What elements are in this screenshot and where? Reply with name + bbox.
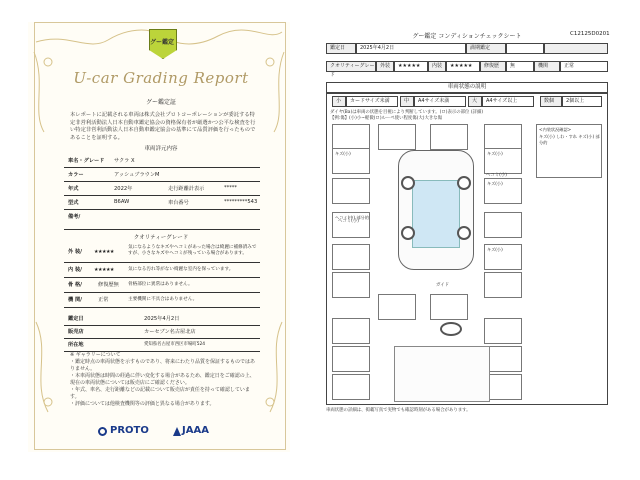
row-address: 所在地 愛知県名古屋市西区市場町524 xyxy=(64,339,260,352)
expiry-value xyxy=(506,43,544,54)
jaaa-logo: JAAA xyxy=(182,425,209,436)
panel-box xyxy=(332,124,370,150)
row-inspection-date: 鑑定日 2025年4月2日 xyxy=(64,313,260,326)
mech-label: 機関 xyxy=(534,61,560,72)
legend-notes: ダイヤ(Ba)は車両の状態を目視により判断しています。(ロ)表示の部位 (詳細) 【例:傷】(小)小~軽微(ロ)ルーペ使い程度傷(大)大きな傷 xyxy=(330,110,484,121)
quality-grade-title: クオリティーグレード xyxy=(133,235,189,241)
size-mid: 中 xyxy=(400,96,414,107)
goo-badge-text: グー鑑定 xyxy=(149,39,174,46)
interior-diagram xyxy=(394,346,490,402)
row-mechanical: 機 関/ 正常 主要機関に不具合はありません。 xyxy=(64,293,260,308)
panel-box xyxy=(484,318,522,344)
count-label: 数個 xyxy=(540,96,562,107)
wheel-icon xyxy=(401,176,415,190)
row-repair: 骨 格/ 修復歴無 骨格部位に異常はありません。 xyxy=(64,278,260,293)
date-value: 2025年4月2日 xyxy=(356,43,466,54)
wheel-icon xyxy=(457,226,471,240)
panel-box xyxy=(484,272,522,298)
row-model: 車名・グレード サクラ X xyxy=(64,155,260,168)
panel-box: ヘコミ(中) 部分的 xyxy=(332,212,370,238)
row-remarks: 備考/ xyxy=(64,211,260,230)
proto-logo-icon xyxy=(98,427,107,436)
panel-box xyxy=(378,294,416,320)
row-dealer: 販売店 カーセブン名古屋北店 xyxy=(64,326,260,339)
size-small: 小 xyxy=(332,96,346,107)
grade-label: クオリティーグレード xyxy=(326,61,376,72)
panel-box: キズ(小) xyxy=(484,244,522,270)
row-type: 型式 B6AW 車台番号 *********543 xyxy=(64,197,260,210)
size-small-desc: カードサイズ未満 xyxy=(346,96,398,107)
sheet-footer-note: 車両状態の詳細は、掲載写真で実物でも確認時刻がある場合があります。 xyxy=(326,408,471,413)
sheet-blank xyxy=(544,43,608,54)
note-item: ・年式、車名、走行距離などの記載について販売店が責任を持って確認しています。 xyxy=(70,387,250,400)
note-item: ・鑑定時点の車両状態を示すものであり、将来にわたり品質を保証するものではありません。 xyxy=(70,359,256,372)
int-stars: ★★★★★ xyxy=(446,61,480,72)
certificate-subtitle: グー鑑定証 xyxy=(145,99,176,106)
row-exterior: 外 装/ ★★★★★ 気になるようなキズやヘコミがあった場合は綺麗に補修済みですが、小さなキズやヘコミが残っている場合があります。 xyxy=(64,244,260,263)
certificate-paragraph: 本レポートに記載される車両は株式会社プロトコーポレーションが委託する特定非営利活動法人日本自動車鑑定協会の資格保有者が厳選かつ公平な検査を行い特定非営利活動法人日本自動車鑑定協会の基準にて品質評価を行ったものであることを証明する。 xyxy=(70,112,256,141)
panel-box xyxy=(484,212,522,238)
panel-box: キズ(小) xyxy=(484,148,522,174)
jaaa-logo-icon xyxy=(173,427,181,436)
expiry-label: 満期鑑定 xyxy=(466,43,506,54)
repair-label: 修復歴 xyxy=(480,61,506,72)
damage-label: ヘコミ(小) xyxy=(338,219,359,224)
size-large-desc: A4サイズ以上 xyxy=(482,96,534,107)
panel-box: キズ(小) xyxy=(332,148,370,174)
inspection-title: 車両状態の説明 xyxy=(326,82,608,93)
car-cabin xyxy=(412,180,460,248)
panel-box xyxy=(332,244,370,270)
panel-box: キズ(小) xyxy=(484,178,522,204)
panel-box xyxy=(332,178,370,204)
certificate-notes: ※ ギャラリーについて ・鑑定時点の車両状態を示すものであり、将来にわたり品質を保証するものではありません。 ・本車両状態は時間の経過に伴い変化する場合があるため、鑑定日をご確認の上、現在の車両状態については販売店にご確認ください。 ・年式、車名、走行距離などの記載について販売店が責任を持って確認しています。 ・評価については他検査機関等の評価と異なる場合があります。 xyxy=(70,352,256,407)
row-year: 年式 2022年 走行距離計表示 ***** xyxy=(64,183,260,196)
proto-logo: PROTO xyxy=(110,425,149,436)
interior-stars: ★★★★★ xyxy=(94,267,114,273)
mech-value: 正常 xyxy=(560,61,608,72)
panel-box xyxy=(430,124,468,150)
row-interior: 内 装/ ★★★★★ 気になる汚れ等がない綺麗な室内を保っています。 xyxy=(64,263,260,278)
panel-box xyxy=(378,124,416,150)
ext-label: 外装 xyxy=(376,61,394,72)
interior-detail-box: <内装状況確認> キズ(小) しわ・すれ キズ(小) 部分的 xyxy=(536,124,602,178)
damage-label: ヘコミ(小) xyxy=(486,173,507,178)
count-value: 2個以上 xyxy=(562,96,602,107)
note-item: ・本車両状態は時間の経過に伴い変化する場合があるため、鑑定日をご確認の上、現在の車両状態については販売店にご確認ください。 xyxy=(70,373,255,386)
wheel-icon xyxy=(457,176,471,190)
panel-box xyxy=(484,124,522,150)
wheel-icon xyxy=(401,226,415,240)
panel-box xyxy=(332,318,370,344)
damage-label: ガイド xyxy=(436,283,450,288)
date-label: 鑑定日 xyxy=(326,43,356,54)
note-item: ・評価については他検査機関等の評価と異なる場合があります。 xyxy=(70,401,215,407)
size-mid-desc: A4サイズ未満 xyxy=(414,96,466,107)
row-color: カラー アッシュブラウンM xyxy=(64,169,260,182)
report-title: U-car Grading Report xyxy=(73,69,249,87)
exterior-stars: ★★★★★ xyxy=(94,249,114,255)
sheet-title: グー鑑定 コンディションチェックシート xyxy=(412,33,522,40)
sheet-code: C12125D0201 xyxy=(570,31,610,37)
panel-box xyxy=(332,346,370,372)
panel-box xyxy=(332,272,370,298)
size-large: 大 xyxy=(468,96,482,107)
repair-value: 無 xyxy=(506,61,534,72)
panel-box xyxy=(430,294,468,320)
ext-stars: ★★★★★ xyxy=(394,61,428,72)
panel-box xyxy=(332,374,370,400)
int-label: 内装 xyxy=(428,61,446,72)
steering-wheel-icon xyxy=(440,322,462,336)
vehicle-section-title: 車両詳元内容 xyxy=(144,146,178,152)
